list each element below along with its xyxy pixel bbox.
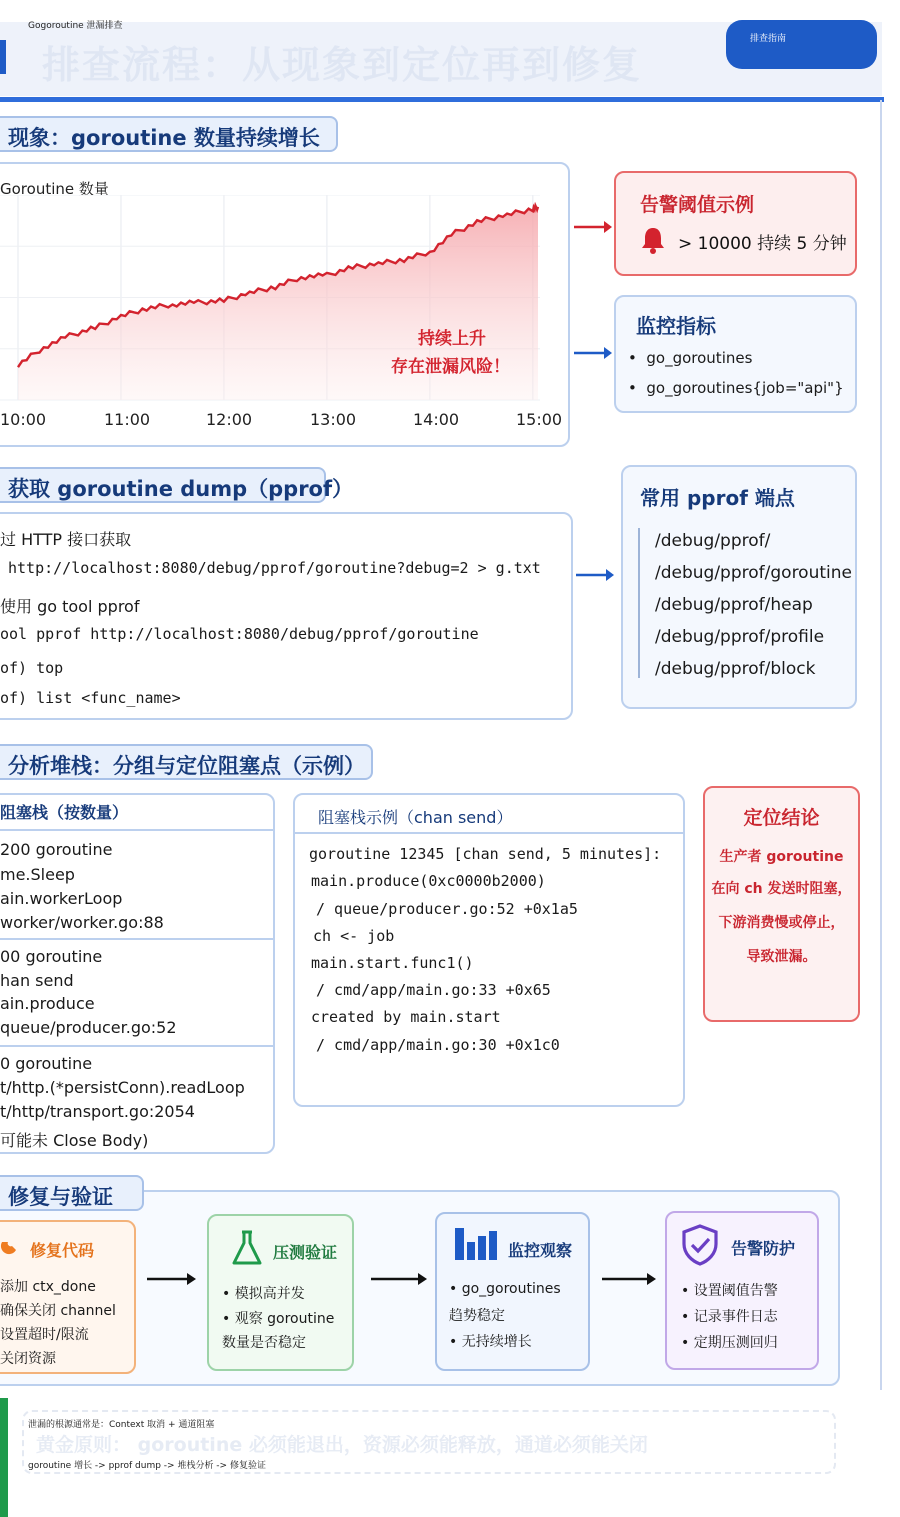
flask-icon — [231, 1230, 263, 1266]
stack-line: ain.workerLoop — [0, 889, 123, 908]
endpoint-item: /debug/pprof/block — [655, 659, 816, 679]
step-line: 添加 ctx_done — [0, 1279, 96, 1295]
alert-threshold-title: 告警阈值示例 — [640, 194, 755, 216]
divider — [0, 938, 275, 940]
stack-line: 可能未 Close Body) — [0, 1131, 149, 1150]
chart-annotation-rising: 持续上升 — [418, 329, 486, 349]
stack-line: 0 goroutine — [0, 1054, 93, 1073]
endpoint-item: /debug/pprof/goroutine — [655, 563, 852, 583]
conclusion-title: 定位结论 — [743, 807, 820, 829]
stack-example-line: main.start.func1() — [311, 954, 474, 972]
command-line: http://localhost:8080/debug/pprof/goroutine?debug=2 > g.txt — [8, 559, 541, 577]
step-title: 告警防护 — [731, 1239, 796, 1258]
stack-line: 200 goroutine — [0, 840, 113, 859]
endpoint-item: /debug/pprof/ — [655, 531, 771, 551]
arrow-right-icon — [371, 1270, 429, 1288]
alert-threshold-value: > 10000 持续 5 分钟 — [678, 234, 847, 254]
alert-threshold-card — [614, 171, 857, 276]
arrow-right-icon — [574, 344, 612, 362]
x-tick-label: 11:00 — [104, 410, 151, 429]
step-title: 监控观察 — [508, 1241, 573, 1260]
stack-line: t/http.(*persistConn).readLoop — [0, 1078, 245, 1097]
golden-rule-text: 黄金原则： goroutine 必须能退出，资源必须能释放，通道必须能关闭 — [36, 1434, 648, 1456]
page-title: 排查流程：从现象到定位再到修复 — [42, 43, 643, 87]
divider — [0, 1045, 275, 1047]
step-line: • 观察 goroutine — [222, 1311, 335, 1327]
step-line: 关闭资源 — [0, 1351, 56, 1367]
section-heading-analyze: 分析堆栈：分组与定位阻塞点（示例） — [0, 744, 373, 780]
stack-line: queue/producer.go:52 — [0, 1018, 177, 1037]
metric-item: • go_goroutines — [628, 349, 753, 367]
x-tick-label: 12:00 — [206, 410, 253, 429]
step-line: 确保关闭 channel — [0, 1303, 116, 1319]
conclusion-line: 在向 ch 发送时阻塞， — [711, 881, 852, 897]
stack-example-line: / cmd/app/main.go:33 +0x65 — [316, 981, 551, 999]
tree-connector — [638, 528, 640, 678]
footer-caption: goroutine 增长 -> pprof dump -> 堆栈分析 -> 修复验证 — [28, 1461, 266, 1471]
stack-line: t/http/transport.go:2054 — [0, 1102, 195, 1121]
arrow-right-icon — [602, 1270, 658, 1288]
step-title: 修复代码 — [30, 1241, 95, 1260]
step-line: • 无持续增长 — [449, 1334, 532, 1350]
chart-annotation-risk: 存在泄漏风险！ — [391, 357, 510, 377]
arrow-right-icon — [147, 1270, 197, 1288]
arrow-right-icon — [576, 566, 614, 584]
stack-example-line: / queue/producer.go:52 +0x1a5 — [316, 900, 578, 918]
divider — [0, 829, 275, 831]
stack-line: me.Sleep — [0, 865, 75, 884]
divider — [295, 832, 683, 834]
conclusion-line: 生产者 goroutine — [719, 849, 844, 865]
step-line: 趋势稳定 — [449, 1308, 505, 1324]
stacks-title: 阻塞栈（按数量） — [0, 803, 129, 822]
step-line: • go_goroutines — [449, 1281, 561, 1297]
stack-example-card — [293, 793, 685, 1107]
conclusion-line: 下游消费慢或停止， — [718, 915, 845, 931]
step-line: • 记录事件日志 — [681, 1309, 778, 1325]
step-line: 数量是否稳定 — [222, 1335, 306, 1351]
stack-example-line: / cmd/app/main.go:30 +0x1c0 — [316, 1036, 560, 1054]
bell-icon — [640, 226, 666, 254]
stack-example-title: 阻塞栈示例（chan send） — [318, 808, 513, 827]
conclusion-line: 导致泄漏。 — [746, 949, 817, 965]
command-heading: 过 HTTP 接口获取 — [0, 530, 132, 549]
step-title: 压测验证 — [273, 1243, 338, 1262]
stack-example-line: created by main.start — [311, 1008, 501, 1026]
section-heading-symptom: 现象：goroutine 数量持续增长 — [0, 116, 338, 152]
metric-item: • go_goroutines{job="api"} — [628, 379, 844, 397]
footer-accent-bar — [0, 1398, 8, 1517]
section-heading-dump: 获取 goroutine dump（pprof） — [0, 467, 326, 503]
command-line: ool pprof http://localhost:8080/debug/pprof/goroutine — [0, 625, 479, 643]
stack-line: han send — [0, 971, 74, 990]
right-rail — [880, 100, 882, 1390]
stack-line: ain.produce — [0, 994, 95, 1013]
endpoint-item: /debug/pprof/heap — [655, 595, 813, 615]
header-button[interactable]: 排查指南 — [726, 20, 877, 69]
stack-example-line: main.produce(0xc0000b2000) — [311, 872, 546, 890]
section-heading-fix: 修复与验证 — [0, 1175, 144, 1211]
arrow-right-icon — [574, 218, 612, 236]
x-tick-label: 14:00 — [413, 410, 460, 429]
endpoints-title: 常用 pprof 端点 — [640, 486, 795, 510]
footer-caption: 泄漏的根源通常是：Context 取消 + 通道阻塞 — [28, 1420, 215, 1430]
stack-line: worker/worker.go:88 — [0, 913, 164, 932]
command-heading: 使用 go tool pprof — [0, 597, 140, 616]
stack-example-line: goroutine 12345 [chan send, 5 minutes]: — [309, 845, 662, 863]
x-tick-label: 13:00 — [310, 410, 357, 429]
command-line: of) list <func_name> — [0, 689, 181, 707]
x-tick-label: 15:00 — [516, 410, 563, 429]
top-caption: Gogoroutine 泄漏排查 — [28, 21, 123, 31]
wrench-icon — [0, 1236, 18, 1256]
x-tick-label: 10:00 — [0, 410, 47, 429]
step-line: • 设置阈值告警 — [681, 1283, 778, 1299]
header-divider — [0, 97, 884, 102]
bar-chart-icon — [455, 1228, 499, 1262]
shield-check-icon — [681, 1224, 719, 1266]
metrics-title: 监控指标 — [636, 314, 716, 338]
title-accent-bar — [0, 40, 6, 74]
stack-line: 00 goroutine — [0, 947, 103, 966]
step-line: • 定期压测回归 — [681, 1335, 778, 1351]
chart-title: Goroutine 数量 — [0, 180, 109, 198]
endpoint-item: /debug/pprof/profile — [655, 627, 825, 647]
step-line: 设置超时/限流 — [0, 1327, 89, 1343]
step-line: • 模拟高并发 — [222, 1286, 305, 1302]
command-line: of) top — [0, 659, 64, 677]
stack-example-line: ch <- job — [313, 927, 395, 945]
